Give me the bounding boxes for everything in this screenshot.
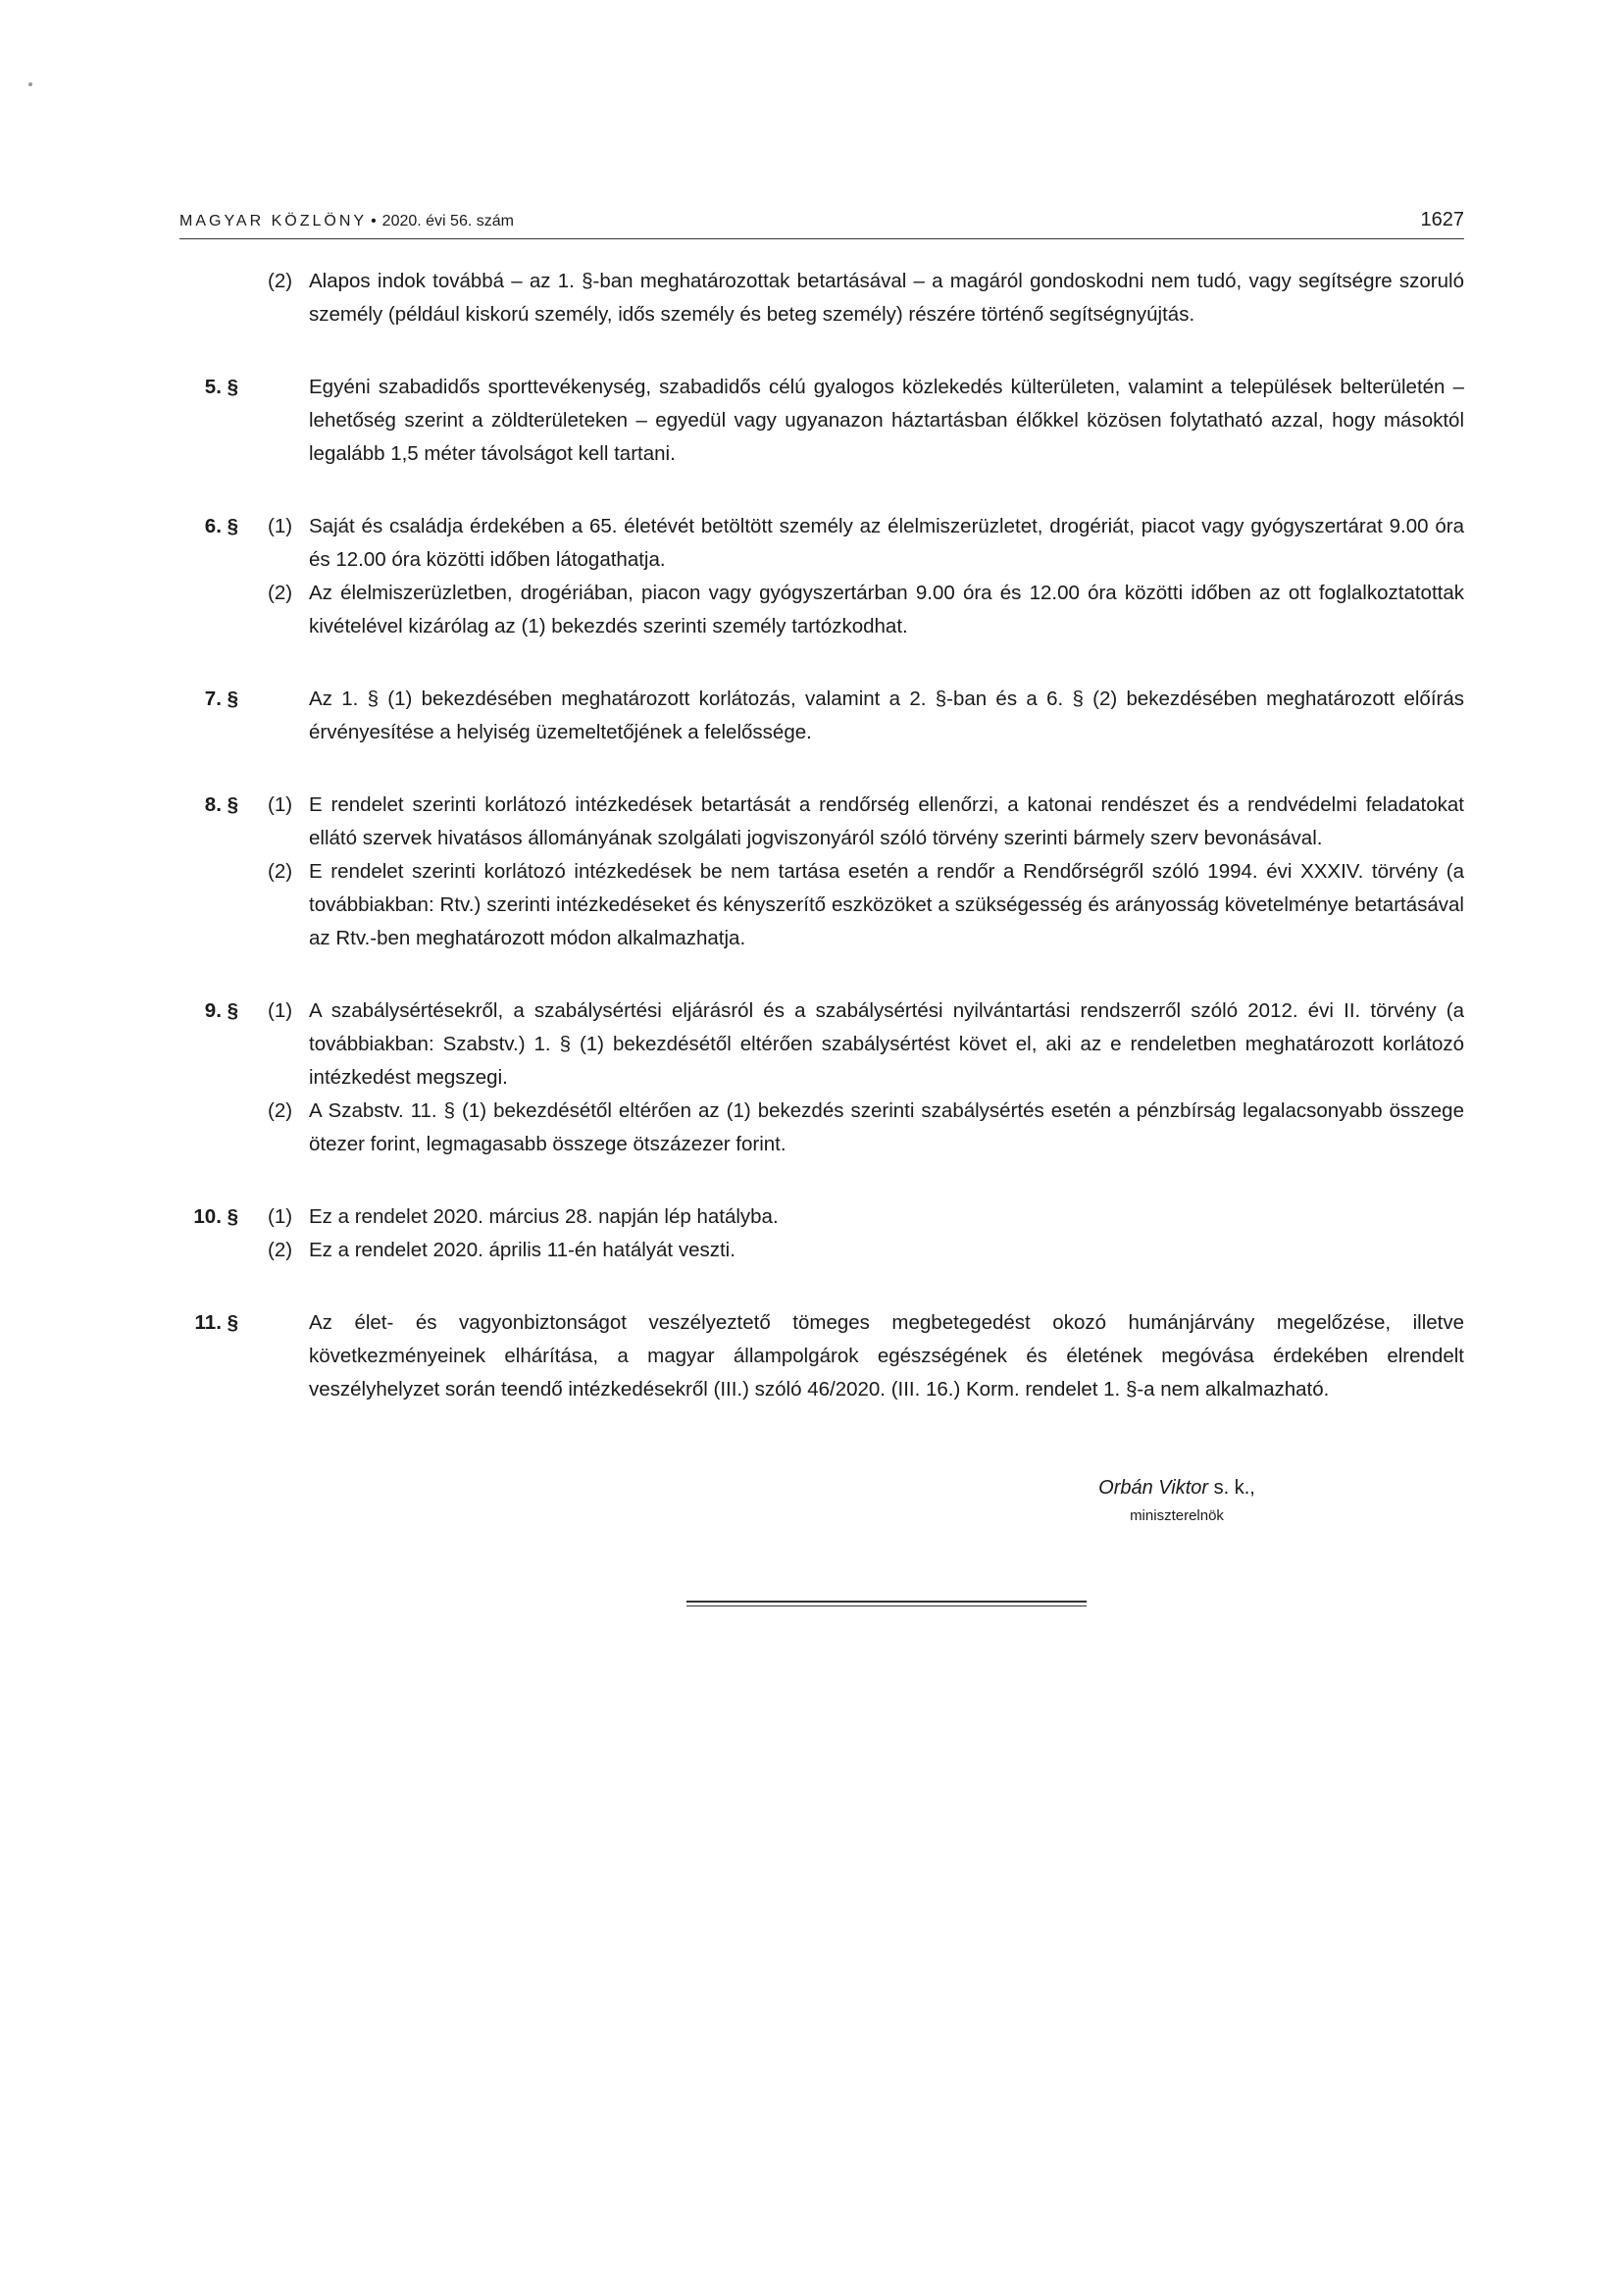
section: [179, 510, 1464, 643]
document-body: [179, 265, 1464, 1406]
paragraph-number: (2): [268, 860, 293, 883]
scan-speck: [28, 82, 32, 86]
section-number: 6. §: [204, 515, 238, 537]
end-rule: [686, 1601, 1087, 1609]
signatory-suffix: s. k.,: [1208, 1477, 1255, 1499]
signatory-title: miniszterelnök: [1130, 1507, 1224, 1524]
paragraph-text: A Szabstv. 11. § (1) bekezdésétől eltérően az (1) bekezdés szerinti szabálysértés esetén a pénzbírság legalacsonyabb összege ötezer forint, legmagasabb összege ötszázezer forint.: [309, 1099, 1464, 1155]
section-number: 8. §: [204, 793, 238, 816]
section-number: 5. §: [204, 376, 238, 398]
publication-line: [179, 213, 514, 230]
paragraph-number: (2): [268, 1239, 293, 1261]
end-rule-line: [686, 1605, 1087, 1607]
paragraph: [179, 1234, 1464, 1267]
paragraph-text: E rendelet szerinti korlátozó intézkedések be nem tartása esetén a rendőr a Rendőrségről szóló 1994. évi XXXIV. törvény (a továbbiakban: Rtv.) szerinti intézkedéseket és kényszerítő eszközöket a szükségesség és arányosság követelménye betartásával az Rtv.-ben meghatározott módon alkalmazhatja.: [309, 860, 1464, 949]
paragraph-number: (1): [268, 1205, 293, 1228]
paragraph-number: (1): [268, 793, 293, 816]
paragraph: [179, 1306, 1464, 1406]
paragraph: [179, 855, 1464, 955]
paragraph: [179, 1095, 1464, 1161]
section: [179, 1306, 1464, 1406]
signatory-line: [981, 1477, 1373, 1500]
paragraph-text: Ez a rendelet 2020. március 28. napján lép hatályba.: [309, 1205, 779, 1228]
section-number: 7. §: [204, 688, 238, 710]
paragraph-text: A szabálysértésekről, a szabálysértési eljárásról és a szabálysértési nyilvántartási rendszerről szóló 2012. évi II. törvény (a továbbiakban: Szabstv.) 1. § (1) bekezdésétől eltérően szabálysértést követ el, aki az e rendeletben meghatározott korlátozó intézkedést megszegi.: [309, 999, 1464, 1089]
paragraph-number: (1): [268, 999, 293, 1022]
paragraph-text: Az élelmiszerüzletben, drogériában, piacon vagy gyógyszertárban 9.00 óra és 12.00 óra közötti időben az ott foglalkoztatottak kivételével kizárólag az (1) bekezdés szerinti személy tartózkodhat.: [309, 582, 1464, 637]
paragraph: [179, 994, 1464, 1095]
paragraph-text: Alapos indok továbbá – az 1. §-ban meghatározottak betartásával – a magáról gondoskodni nem tudó, vagy segítségre szoruló személy (például kiskorú személy, idős személy és beteg személy) részére történő segítségnyújtás.: [309, 270, 1464, 326]
paragraph-number: (2): [268, 1099, 293, 1122]
page-number: 1627: [1420, 209, 1464, 230]
paragraph: [179, 577, 1464, 643]
paragraph: [179, 371, 1464, 471]
section-number: 9. §: [204, 999, 238, 1022]
section: [179, 265, 1464, 331]
section: [179, 371, 1464, 471]
paragraph: [179, 683, 1464, 749]
paragraph-text: Ez a rendelet 2020. április 11-én hatályát veszti.: [309, 1239, 736, 1261]
paragraph-text: Az élet- és vagyonbiztonságot veszélyeztető tömeges megbetegedést okozó humánjárvány megelőzése, illetve következményeinek elhárítása, a magyar állampolgárok egészségének és életének megóvása érdekében elrendelt veszélyhelyzet során teendő intézkedésekről (III.) szóló 46/2020. (III. 16.) Korm. rendelet 1. §-a nem alkalmazható.: [309, 1311, 1464, 1401]
section: [179, 994, 1464, 1161]
paragraph: [179, 510, 1464, 577]
section: [179, 789, 1464, 955]
paragraph-number: (1): [268, 515, 293, 537]
signature-block: [981, 1477, 1373, 1524]
paragraph-number: (2): [268, 270, 293, 292]
paragraph: [179, 789, 1464, 855]
paragraph-text: Az 1. § (1) bekezdésében meghatározott korlátozás, valamint a 2. §-ban és a 6. § (2) bekezdésében meghatározott előírás érvényesítése a helyiség üzemeltetőjének a felelőssége.: [309, 688, 1464, 743]
signatory-name: Orbán Viktor: [1098, 1477, 1209, 1499]
publication-name: MAGYAR KÖZLÖNY: [179, 213, 368, 229]
header-separator: •: [371, 213, 377, 229]
section: [179, 683, 1464, 749]
page-header: [179, 209, 1464, 239]
section: [179, 1200, 1464, 1267]
section-number: 11. §: [194, 1311, 238, 1334]
section-number: 10. §: [193, 1205, 238, 1228]
end-rule-line: [686, 1601, 1087, 1603]
paragraph-text: E rendelet szerinti korlátozó intézkedések betartását a rendőrség ellenőrzi, a katonai rendészet és a rendvédelmi feladatokat ellátó szervek hivatásos állományának szolgálati jogviszonyáról szóló törvény szerinti bármely szerv bevonásával.: [309, 793, 1464, 849]
paragraph: [179, 265, 1464, 331]
issue-label: 2020. évi 56. szám: [381, 213, 514, 229]
paragraph-text: Egyéni szabadidős sporttevékenység, szabadidős célú gyalogos közlekedés külterületen, valamint a települések belterületén – lehetőség szerint a zöldterületeken – egyedül vagy ugyanazon háztartásban élőkkel közösen folytatható azzal, hogy másoktól legalább 1,5 méter távolságot kell tartani.: [309, 376, 1464, 465]
paragraph-number: (2): [268, 582, 293, 604]
paragraph: [179, 1200, 1464, 1234]
paragraph-text: Saját és családja érdekében a 65. életévét betöltött személy az élelmiszerüzletet, drogériát, piacot vagy gyógyszertárat 9.00 óra és 12.00 óra közötti időben látogathatja.: [309, 515, 1464, 571]
